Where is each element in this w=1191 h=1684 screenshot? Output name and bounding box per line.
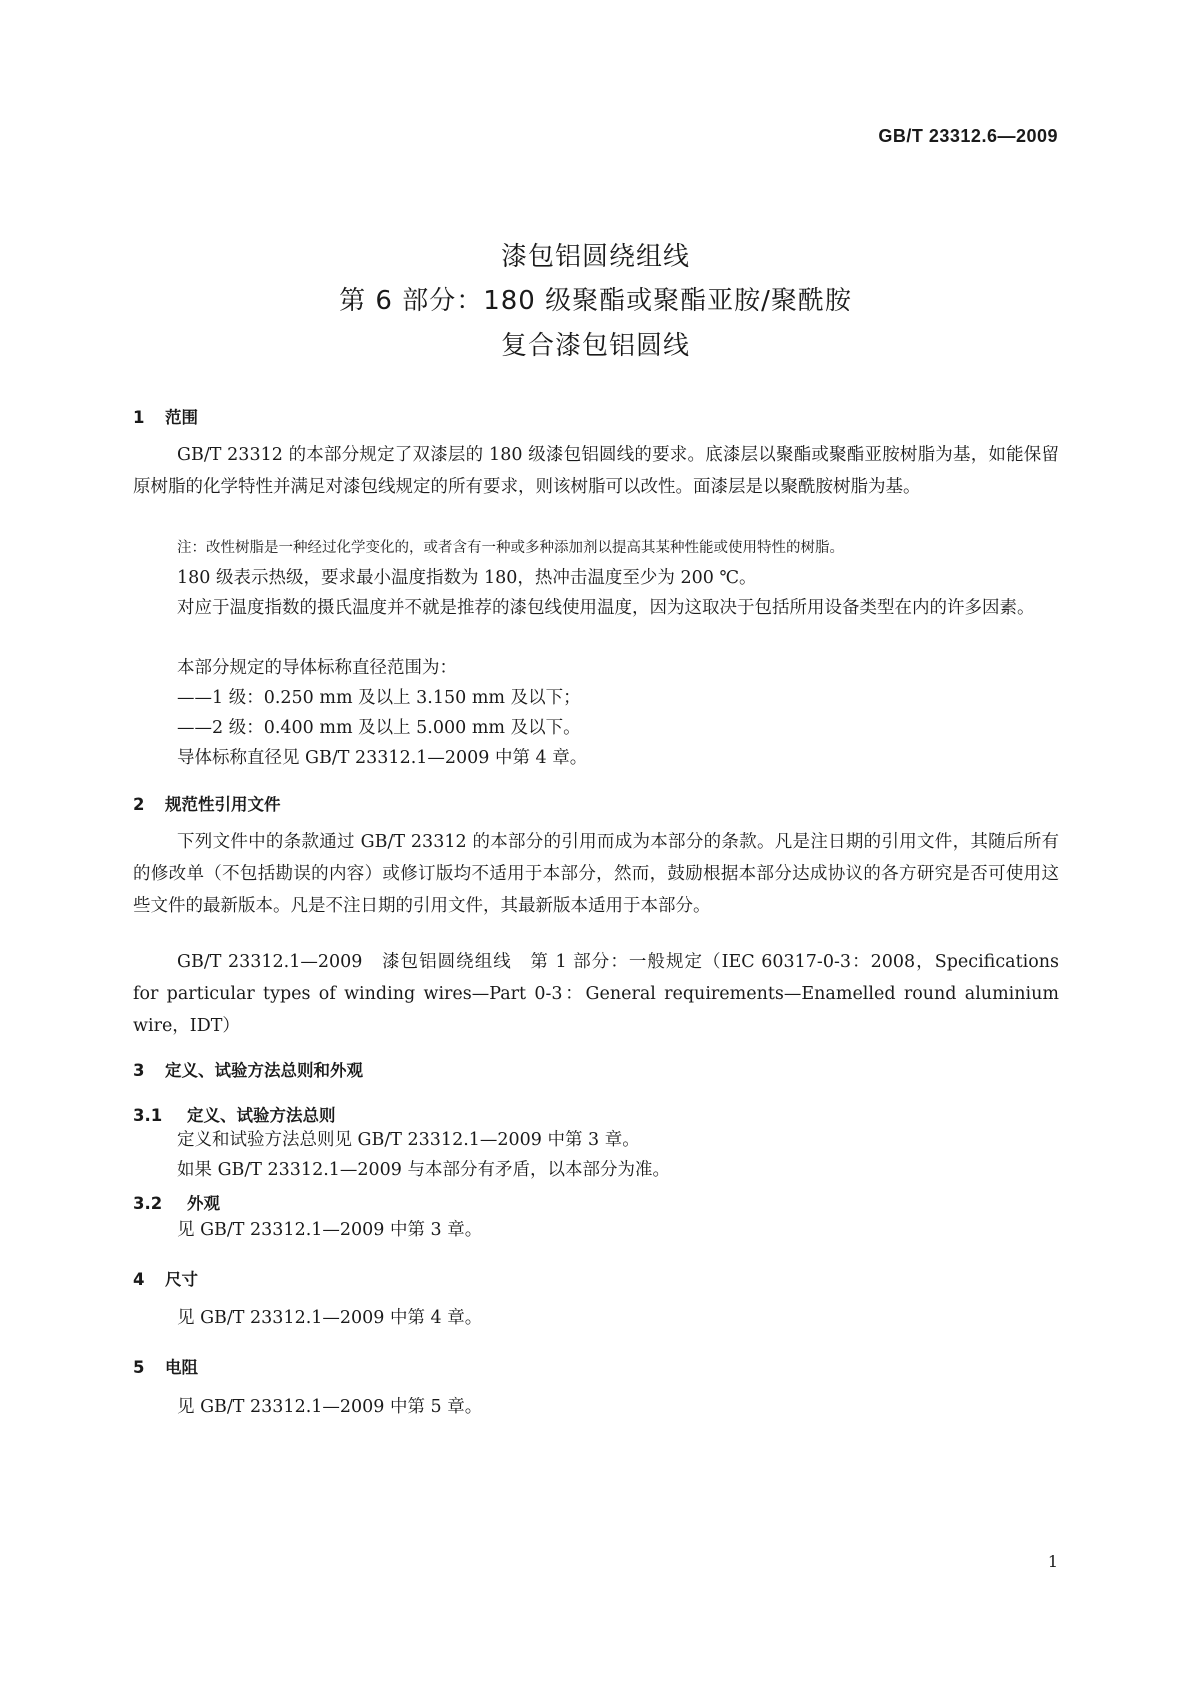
section-number: 3 (133, 1061, 145, 1080)
section-3-heading (133, 1057, 363, 1081)
section-number: 5 (133, 1358, 145, 1377)
title-line-3: 复合漆包铝圆线 (500, 331, 690, 361)
section-number: 3.1 (133, 1106, 163, 1125)
section-2-reference-1: GB/T 23312.1—2009 漆包铝圆绕组线 第 1 部分：一般规定（IEC 60317-0-3：2008，Specifications for particular types of winding wires—Part 0-3：General requirements—Enamelled round aluminium wire，IDT） (133, 952, 1059, 1036)
section-1-paragraph-2: 180 级表示热级，要求最小温度指数为 180，热冲击温度至少为 200 ℃。 (177, 568, 757, 588)
section-5-line-1: 见 GB/T 23312.1—2009 中第 5 章。 (177, 1397, 483, 1417)
section-title: 外观 (187, 1194, 220, 1213)
section-title: 定义、试验方法总则 (187, 1106, 336, 1125)
section-2-paragraph-1: 下列文件中的条款通过 GB/T 23312 的本部分的引用而成为本部分的条款。凡是注日期的引用文件，其随后所有的修改单（不包括勘误的内容）或修订版均不适用于本部分，然而，鼓励根据本部分达成协议的各方研究是否可使用这些文件的最新版本。凡是不注日期的引用文件，其最新版本适用于本部分。 (133, 832, 1059, 916)
title-line-2: 第 6 部分：180 级聚酯或聚酯亚胺/聚酰胺 (339, 286, 852, 316)
section-1-paragraph-3: 对应于温度指数的摄氏温度并不就是推荐的漆包线使用温度，因为这取决于包括所用设备类型在内的许多因素。 (177, 598, 1035, 618)
section-title: 范围 (165, 408, 198, 427)
standard-code: GB/T 23312.6—2009 (878, 126, 1058, 146)
section-3-2-heading (133, 1190, 220, 1214)
page-number: 1 (1047, 1552, 1058, 1571)
section-1-list-item-2: ——2 级：0.400 mm 及以上 5.000 mm 及以下。 (177, 718, 581, 738)
section-4-heading (133, 1266, 198, 1290)
section-3-1-heading (133, 1102, 336, 1126)
section-title: 定义、试验方法总则和外观 (165, 1061, 363, 1080)
section-3-2-line-1: 见 GB/T 23312.1—2009 中第 3 章。 (177, 1220, 483, 1240)
section-number: 3.2 (133, 1194, 163, 1213)
section-4-line-1: 见 GB/T 23312.1—2009 中第 4 章。 (177, 1308, 483, 1328)
section-1-list-item-1: ——1 级：0.250 mm 及以上 3.150 mm 及以下； (177, 688, 581, 708)
section-5-heading (133, 1354, 198, 1378)
section-1-paragraph-1: GB/T 23312 的本部分规定了双漆层的 180 级漆包铝圆线的要求。底漆层以聚酯或聚酯亚胺树脂为基，如能保留原树脂的化学特性并满足对漆包线规定的所有要求，则该树脂可以改性。面漆层是以聚酰胺树脂为基。 (133, 445, 1059, 497)
title-line-1: 漆包铝圆绕组线 (500, 242, 690, 272)
section-number: 1 (133, 408, 145, 427)
section-1-heading (133, 404, 198, 428)
section-3-1-line-2: 如果 GB/T 23312.1—2009 与本部分有矛盾，以本部分为准。 (177, 1160, 670, 1180)
section-number: 4 (133, 1270, 145, 1289)
section-number: 2 (133, 795, 145, 814)
section-3-1-line-1: 定义和试验方法总则见 GB/T 23312.1—2009 中第 3 章。 (177, 1130, 640, 1150)
section-title: 尺寸 (165, 1270, 198, 1289)
section-1-note: 注：改性树脂是一种经过化学变化的，或者含有一种或多种添加剂以提高其某种性能或使用特性的树脂。 (177, 540, 844, 556)
section-1-paragraph-5: 导体标称直径见 GB/T 23312.1—2009 中第 4 章。 (177, 748, 588, 768)
section-2-heading (133, 791, 281, 815)
section-1-paragraph-4: 本部分规定的导体标称直径范围为： (177, 658, 457, 678)
section-title: 电阻 (165, 1358, 198, 1377)
section-title: 规范性引用文件 (165, 795, 281, 814)
